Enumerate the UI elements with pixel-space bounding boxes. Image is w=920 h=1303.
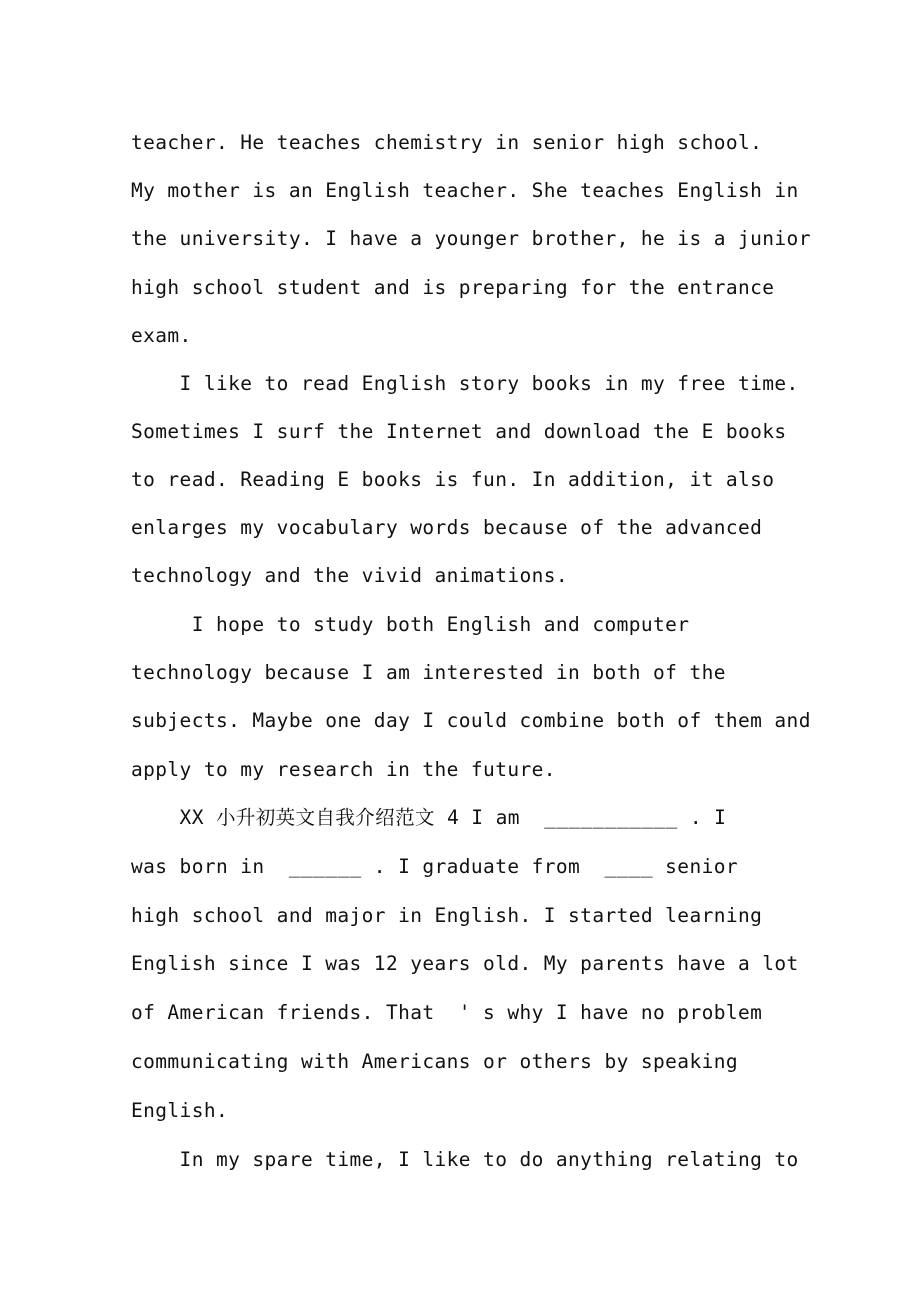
text-line: I like to read English story books in my free time. (131, 372, 799, 395)
text-line: apply to my research in the future. (131, 758, 556, 781)
text-line: of American friends. That ' s why I have no problem (131, 1001, 763, 1024)
text-line: the university. I have a younger brother, he is a junior (131, 227, 811, 250)
text-line: exam. (131, 324, 192, 347)
text-line: teacher. He teaches chemistry in senior high school. (131, 131, 763, 154)
text-line: high school student and is preparing for the entrance (131, 276, 775, 299)
text-line: I hope to study both English and computer (131, 613, 690, 636)
text-line: high school and major in English. I started learning (131, 904, 763, 927)
text-line: In my spare time, I like to do anything relating to (131, 1148, 799, 1171)
text-line: communicating with Americans or others by speaking (131, 1050, 738, 1073)
text-line: My mother is an English teacher. She teaches English in (131, 179, 799, 202)
text-line: enlarges my vocabulary words because of the advanced (131, 516, 763, 539)
text-line: English since I was 12 years old. My parents have a lot (131, 952, 799, 975)
text-line: technology and the vivid animations. (131, 564, 569, 587)
text-line: to read. Reading E books is fun. In addition, it also (131, 468, 775, 491)
text-line: XX 小升初英文自我介绍范文 4 I am ___________ . I (131, 806, 727, 829)
text-line: English. (131, 1099, 229, 1122)
text-line: technology because I am interested in both of the (131, 661, 726, 684)
text-line: was born in ______ . I graduate from ____ senior (131, 855, 738, 878)
text-line: subjects. Maybe one day I could combine both of them and (131, 709, 811, 732)
text-line: Sometimes I surf the Internet and download the E books (131, 420, 787, 443)
